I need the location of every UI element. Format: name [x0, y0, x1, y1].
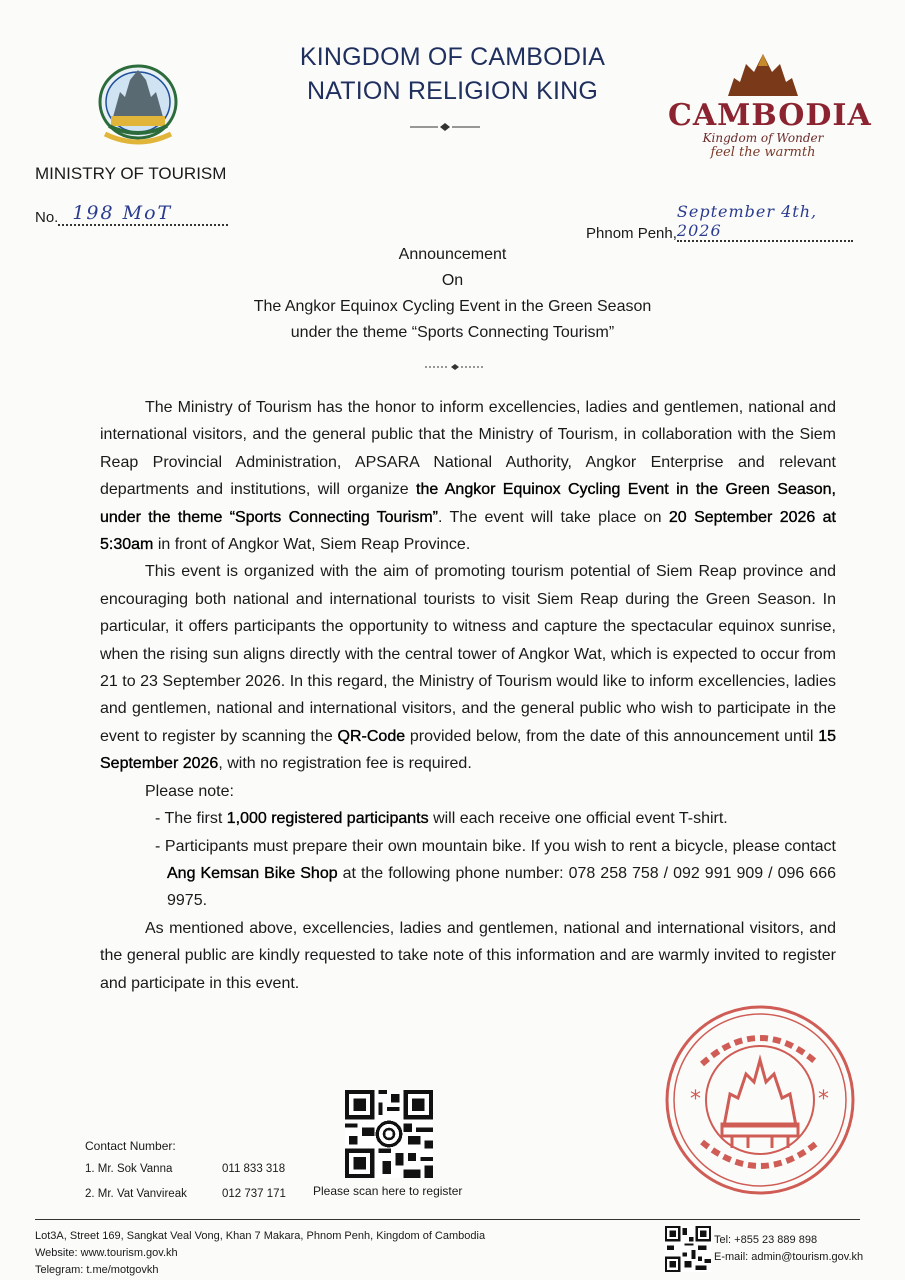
- ministry-seal-stamp: [662, 1002, 858, 1198]
- brand-name: CAMBODIA: [668, 98, 872, 133]
- p1-text: in front of Angkor Wat, Siem Reap Province.: [153, 536, 471, 554]
- paragraph-1: [100, 394, 836, 558]
- contact-name: 1. Mr. Sok Vanna: [85, 1163, 173, 1175]
- footer-tel: Tel: +855 23 889 898: [714, 1234, 818, 1246]
- note-list: [100, 805, 836, 915]
- heading-line-3: The Angkor Equinox Cycling Event in the Green Season: [253, 298, 652, 315]
- footer-telegram[interactable]: Telegram: t.me/motgovkh: [35, 1264, 159, 1276]
- contact-table: [85, 1157, 286, 1207]
- note-text: will each receive one official event T-shirt.: [428, 810, 728, 828]
- paragraph-3: As mentioned above, excellencies, ladies and gentlemen, national and international visitors, and the general public are kindly requested to take note of this information and are warmly invited to register and participate in this event.: [100, 919, 836, 992]
- heading-line-2: On: [441, 272, 464, 289]
- date-value: September 4th, 2026: [676, 202, 818, 240]
- announcement-body: [100, 394, 836, 997]
- footer-contact-block: [714, 1232, 863, 1266]
- brand-slogan: feel the warmth: [710, 145, 816, 160]
- contact-phone: 012 737 171: [222, 1188, 286, 1200]
- table-row: [85, 1182, 286, 1207]
- document-number-field: [58, 202, 228, 226]
- document-number-label: No.: [35, 209, 59, 226]
- footer-address: Lot3A, Street 169, Sangkat Veal Vong, Khan 7 Makara, Phnom Penh, Kingdom of Cambodia: [35, 1230, 486, 1242]
- nation-motto: NATION RELIGION KING: [306, 77, 599, 105]
- list-item: [155, 833, 836, 915]
- kingdom-title: KINGDOM OF CAMBODIA: [299, 43, 606, 71]
- date-field: [677, 202, 853, 242]
- brand-tagline: Kingdom of Wonder: [702, 131, 824, 145]
- contact-name: 2. Mr. Vat Vanvireak: [85, 1188, 187, 1200]
- contact-phone: 011 833 318: [222, 1163, 286, 1175]
- ministry-name: MINISTRY OF TOURISM: [35, 164, 227, 183]
- cambodia-brand-logo: [668, 52, 872, 167]
- paragraph-2: [100, 558, 836, 777]
- note-text: at the following phone number: 078 258 758 / 092 991 909 / 096 666 9975.: [167, 864, 836, 910]
- qr-code-icon[interactable]: [345, 1090, 433, 1178]
- registration-deadline: 15 September 2026: [100, 727, 836, 773]
- list-item: [155, 805, 836, 832]
- event-datetime: 20 September 2026 at 5:30am: [100, 508, 836, 554]
- footer-divider: [35, 1219, 860, 1220]
- note-text: - Participants must prepare their own mountain bike. If you wish to rent a bicycle, please contact: [155, 837, 836, 855]
- announcement-heading: [0, 242, 905, 346]
- footer-website[interactable]: Website: www.tourism.gov.kh: [35, 1247, 178, 1259]
- table-row: [85, 1157, 286, 1182]
- contact-title: Contact Number:: [85, 1139, 176, 1153]
- footer-address-block: [35, 1228, 485, 1279]
- qr-code-icon[interactable]: [665, 1226, 711, 1272]
- ornament-divider-icon: [410, 122, 480, 132]
- document-number-value: 198 MoT: [72, 202, 173, 224]
- bike-shop-name: Ang Kemsan Bike Shop: [167, 864, 338, 882]
- qr-code-term: QR-Code: [337, 727, 406, 745]
- ornament-divider-icon: [425, 362, 485, 372]
- p2-text: provided below, from the date of this announcement until: [405, 727, 819, 745]
- p2-text: This event is organized with the aim of promoting tourism potential of Siem Reap province and encouraging both national and international tourists to visit Siem Reap during the Green Season. In particular, it offers participants the opportunity to witness and capture the spectacular equinox sunrise, when the rising sun aligns directly with the central tower of Angkor Wat, which is expected to occur from 21 to 23 September 2026. In this regard, the Ministry of Tourism would like to inform excellencies, ladies and gentlemen, national and international visitors, and the general public who wish to participate in the event to register by scanning the: [100, 563, 836, 745]
- note-title: Please note:: [145, 782, 234, 800]
- document-number: [35, 202, 228, 226]
- p2-text: , with no registration fee is required.: [218, 755, 472, 773]
- angkor-silhouette-icon: [668, 52, 858, 96]
- heading-line-4: under the theme “Sports Connecting Tourism”: [290, 324, 615, 341]
- place-date: [586, 202, 853, 242]
- ministry-emblem-icon: [95, 62, 181, 146]
- footer-email[interactable]: E-mail: admin@tourism.gov.kh: [714, 1251, 864, 1263]
- svg-text:*: *: [690, 1087, 701, 1112]
- svg-text:*: *: [818, 1087, 829, 1112]
- p1-text: The Ministry of Tourism has the honor to inform excellencies, ladies and gentlemen, national and international visitors, and the general public that the Ministry of Tourism, in collaboration with the Siem Reap Provincial Administration, APSARA National Authority, Angkor Enterprise and relevant departments and institutions, will organize: [100, 399, 836, 499]
- p1-text: . The event will take place on: [438, 508, 669, 526]
- qr-caption: Please scan here to register: [313, 1184, 463, 1198]
- heading-line-1: Announcement: [398, 246, 507, 263]
- participant-limit: 1,000 registered participants: [226, 810, 429, 828]
- note-text: - The first: [155, 810, 227, 828]
- contact-block: [85, 1136, 286, 1207]
- event-name: the Angkor Equinox Cycling Event in the Green Season, under the theme “Sports Connecting Tourism”: [100, 481, 837, 526]
- place-label: Phnom Penh,: [586, 225, 677, 242]
